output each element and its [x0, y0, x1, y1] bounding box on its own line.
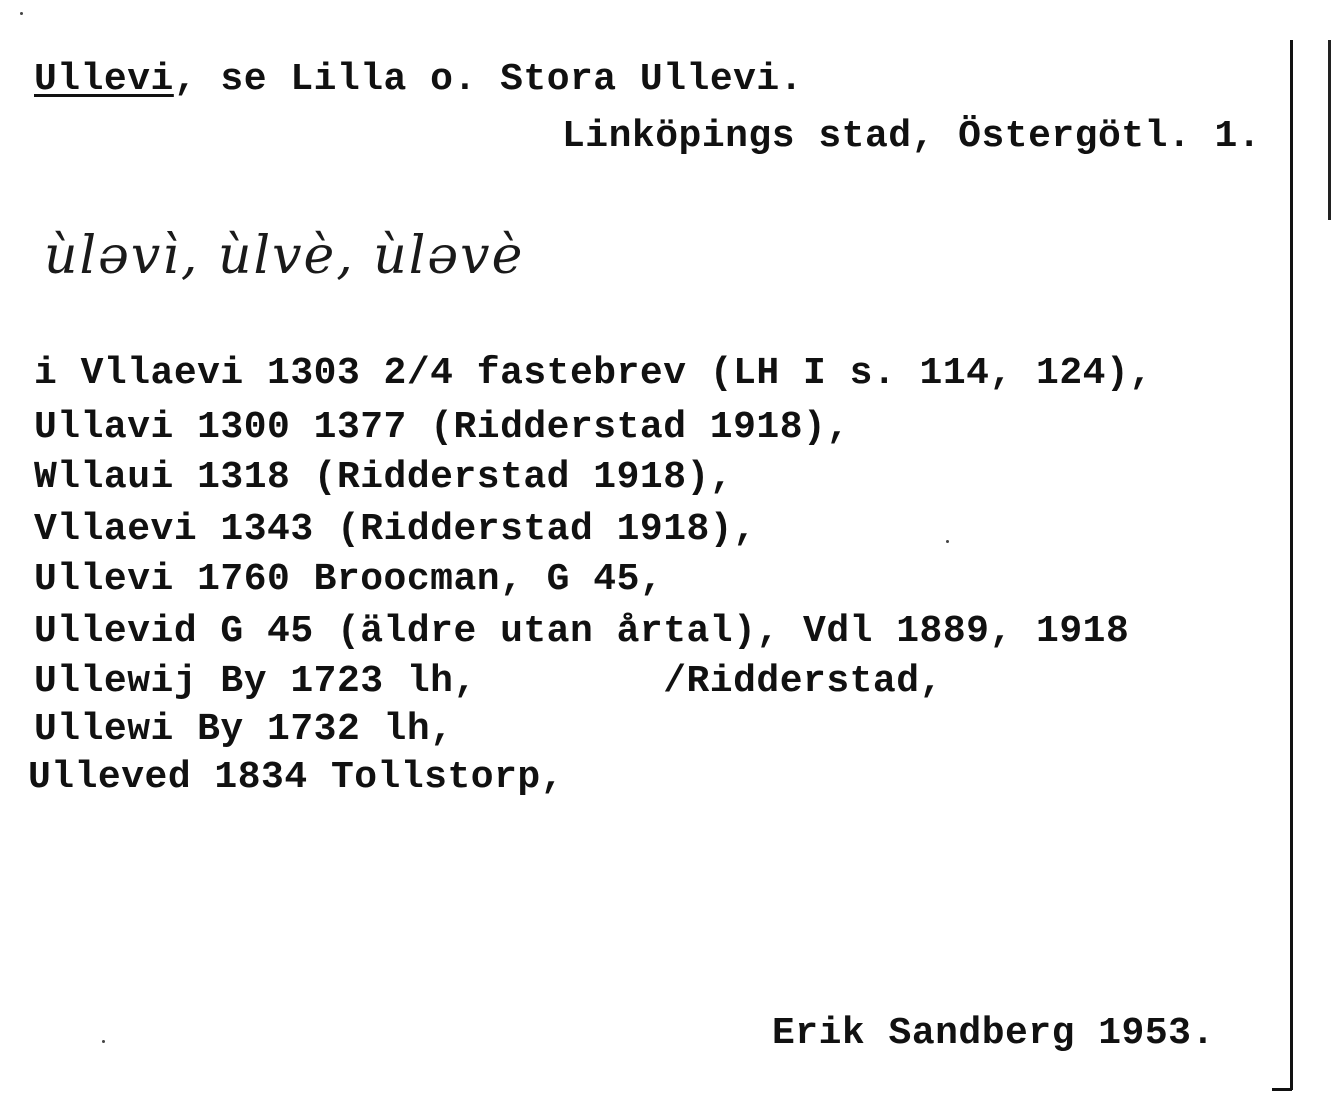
author-signature: Erik Sandberg 1953. — [772, 1012, 1215, 1055]
scan-speck — [946, 540, 949, 543]
headword: Ullevi — [34, 58, 174, 101]
attestation-line: Ullewi By 1732 lh, — [34, 708, 454, 751]
attestation-line: i Vllaevi 1303 2/4 fastebrev (LH I s. 114, 124), — [34, 352, 1153, 395]
scan-speck — [102, 1040, 105, 1043]
attestation-line: Ulleved 1834 Tollstorp, — [28, 756, 564, 799]
attestation-line: Ullavi 1300 1377 (Ridderstad 1918), — [34, 406, 850, 449]
attestation-line: Vllaevi 1343 (Ridderstad 1918), — [34, 508, 757, 551]
header-line — [34, 58, 803, 102]
pronunciation-handwritten: ùləvì, ùlvè, ùləvè — [44, 226, 525, 286]
attestation-line: Ullevi 1760 Broocman, G 45, — [34, 558, 664, 601]
location-line: Linköpings stad, Östergötl. 1. — [562, 115, 1262, 158]
headword-reference: , se Lilla o. Stora Ullevi. — [173, 58, 804, 101]
card-right-border — [1290, 40, 1293, 1090]
attestation-line: Wllaui 1318 (Ridderstad 1918), — [34, 456, 734, 499]
attestation-line: Ullevid G 45 (äldre utan årtal), Vdl 1889, 1918 — [34, 610, 1130, 653]
attestation-line: Ullewij By 1723 lh, /Ridderstad, — [34, 660, 943, 703]
scan-speck — [20, 12, 23, 15]
card-bottom-tick — [1272, 1088, 1292, 1091]
